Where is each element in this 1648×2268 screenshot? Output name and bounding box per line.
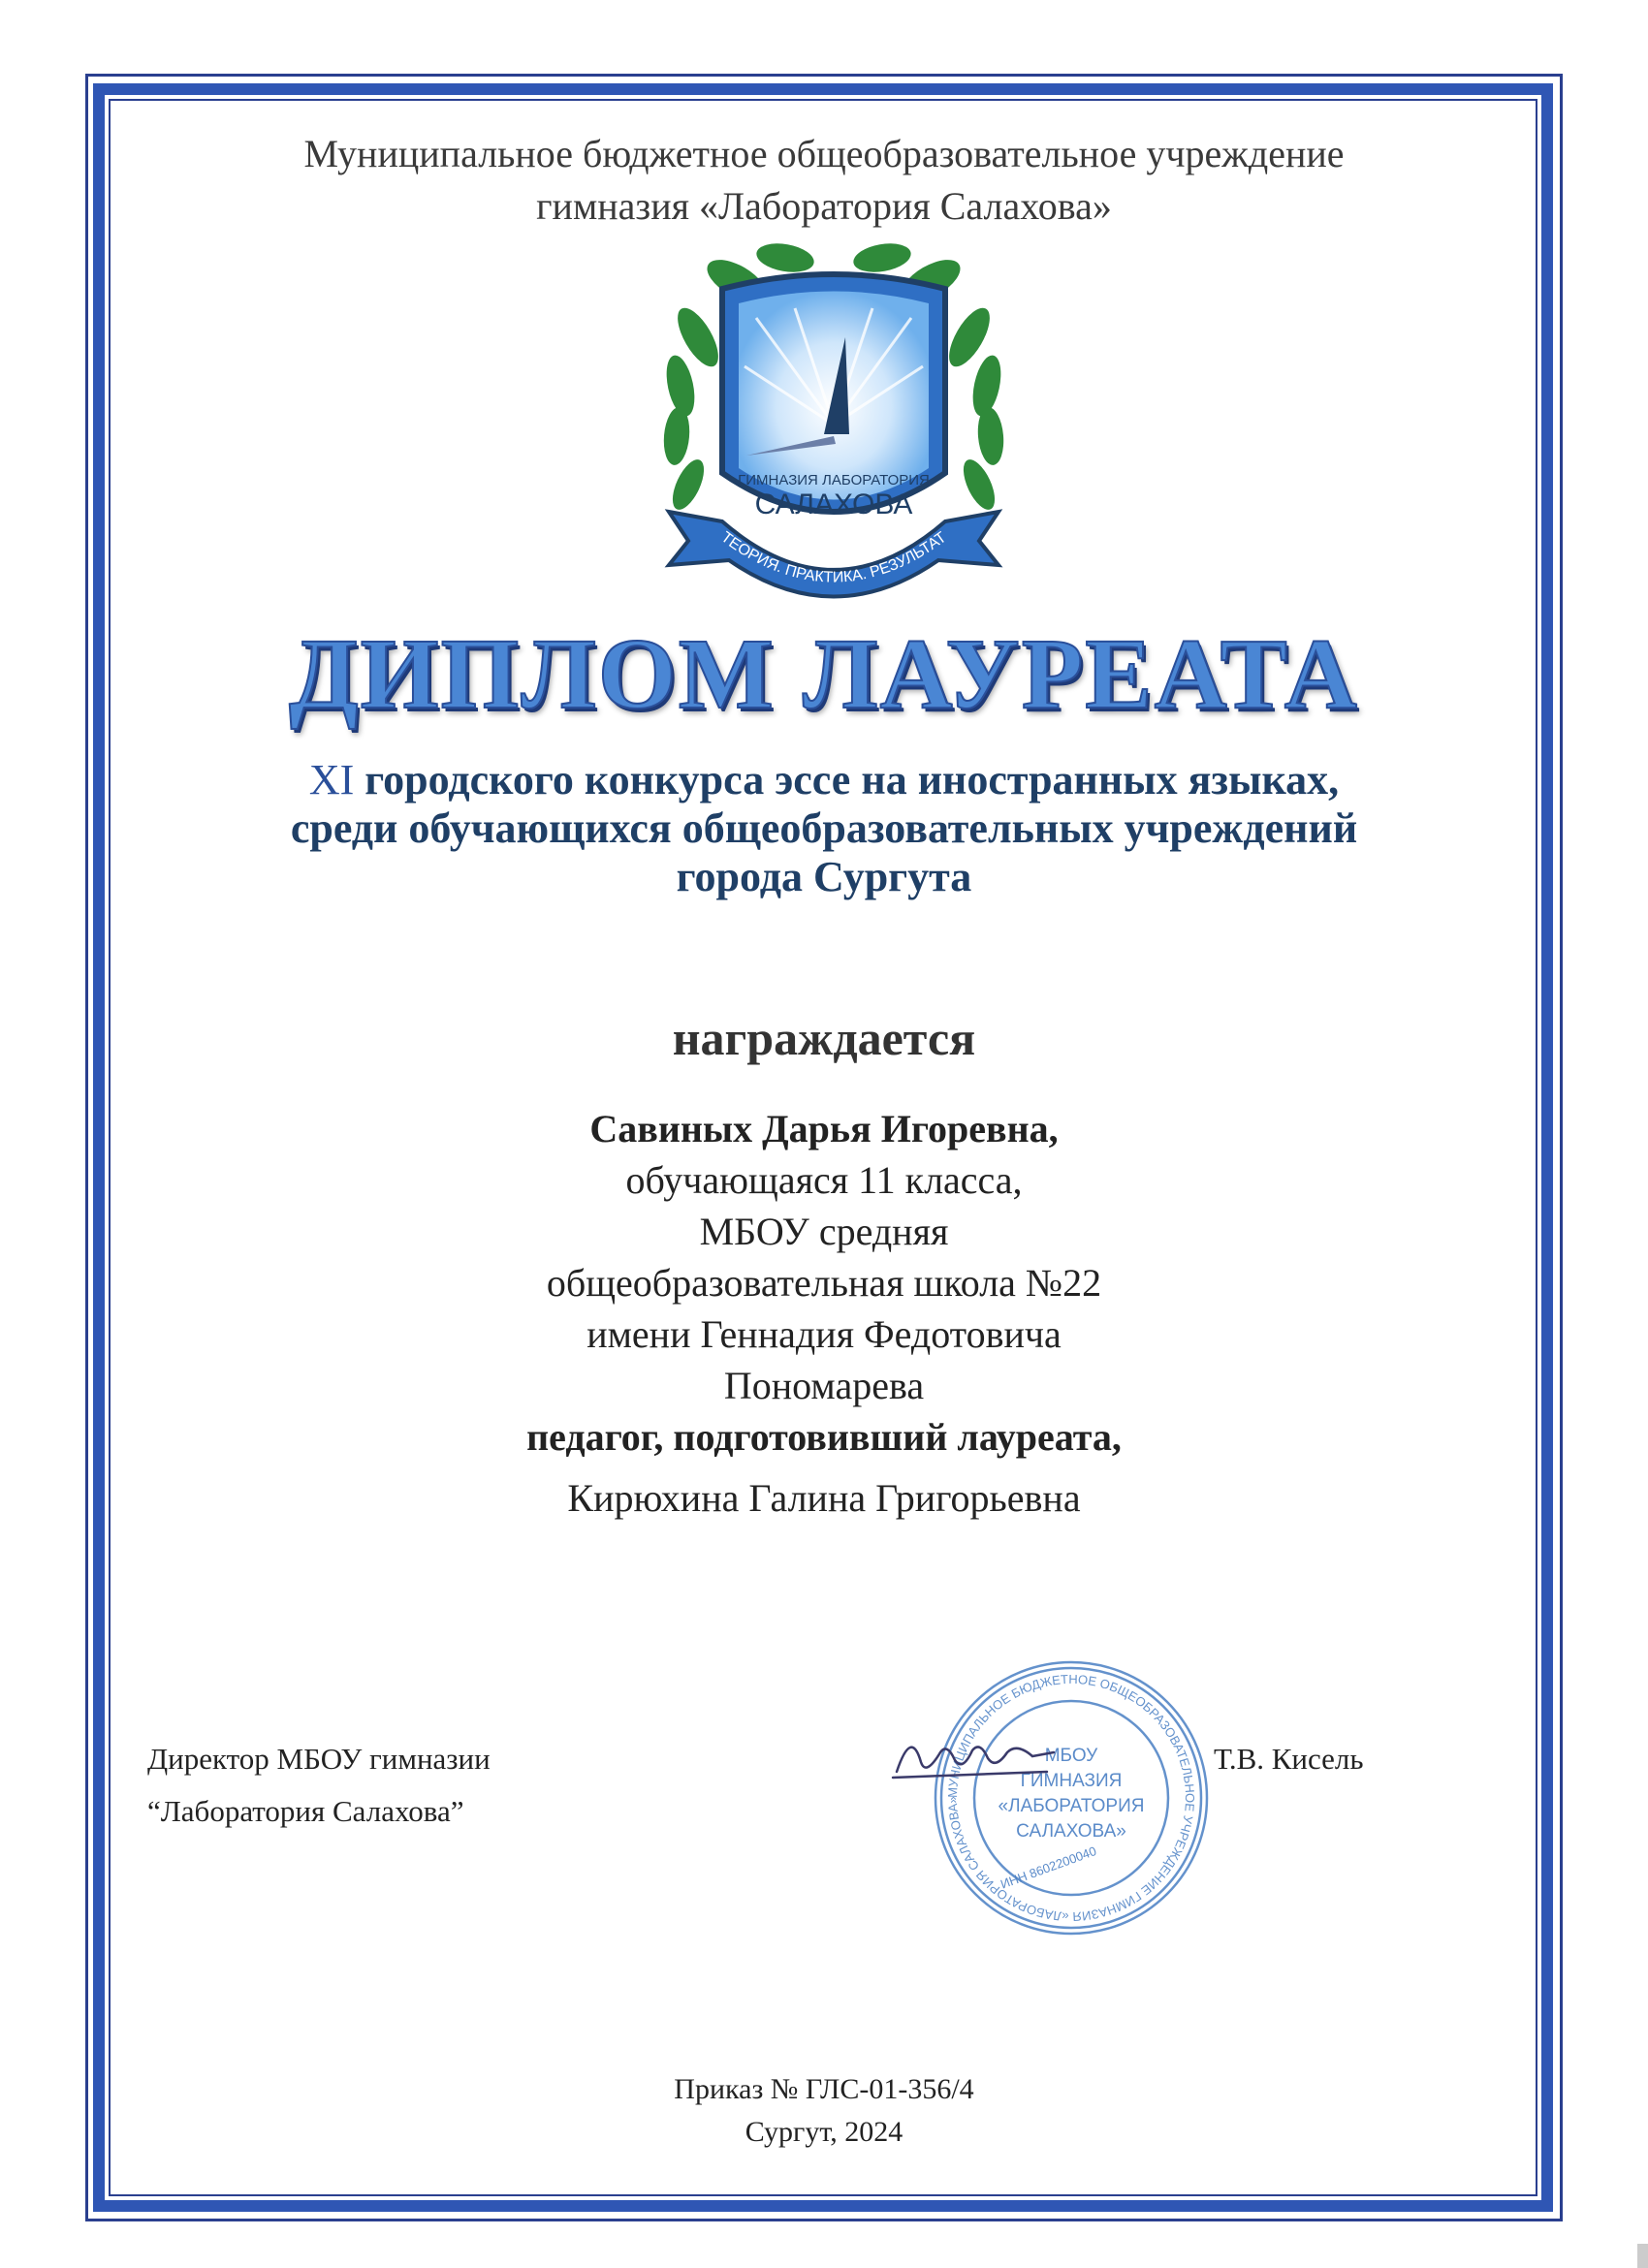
seal-ring-text: МУНИЦИПАЛЬНОЕ БЮДЖЕТНОЕ ОБЩЕОБРАЗОВАТЕЛЬНОЕ УЧРЕЖДЕНИЕ ГИМНАЗИЯ «ЛАБОРАТОРИЯ САЛАХОВА» (944, 1671, 1198, 1925)
recipient-line: имени Геннадия Федотовича (586, 1312, 1062, 1356)
contest-description (0, 756, 1648, 901)
school-crest-icon (630, 231, 1037, 609)
seal-text: ГИМНАЗИЯ (1020, 1771, 1123, 1791)
contest-number: XI (308, 756, 355, 803)
crest-ribbon-text: ТЕОРИЯ. ПРАКТИКА. РЕЗУЛЬТАТ (717, 528, 950, 586)
institution-name (0, 128, 1648, 233)
recipient-line: общеобразовательная школа №22 (546, 1261, 1102, 1305)
contest-line-1 (0, 756, 1648, 804)
director-line-1: Директор МБОУ гимназии (147, 1742, 491, 1776)
recipient-line: обучающаяся 11 класса, (625, 1158, 1023, 1202)
seal-inn: ИНН 8602200040 (998, 1843, 1098, 1892)
director-title (147, 1733, 491, 1838)
recipient-block (0, 1103, 1648, 1463)
seal-text: «ЛАБОРАТОРИЯ (998, 1796, 1145, 1816)
order-number: Приказ № ГЛС-01-356/4 (674, 2073, 974, 2105)
contest-line-2: среди обучающихся общеобразовательных учреждений (290, 804, 1358, 852)
signer-name: Т.В. Кисель (1214, 1742, 1364, 1776)
crest-text-line-1: ГИМНАЗИЯ ЛАБОРАТОРИЯ (738, 472, 930, 488)
recipient-line: МБОУ средняя (699, 1210, 949, 1253)
recipient-name: Савиных Дарья Игоревна, (589, 1107, 1059, 1150)
director-signature (887, 1723, 1062, 1791)
official-seal-icon (926, 1653, 1217, 1943)
institution-line-2: гимназия «Лаборатория Салахова» (536, 184, 1112, 228)
seal-text: МБОУ (1044, 1746, 1098, 1766)
contest-line-1-text: городского конкурса эссе на иностранных языках, (354, 756, 1340, 803)
director-line-2: “Лаборатория Салахова” (147, 1794, 464, 1828)
order-info (0, 2068, 1648, 2154)
place-year: Сургут, 2024 (745, 2116, 903, 2148)
awarded-heading: награждается (672, 1011, 976, 1065)
scan-edge-mark (1637, 2244, 1648, 2268)
crest-text-line-2: САЛАХОВА (754, 488, 913, 520)
teacher-name: Кирюхина Галина Григорьевна (567, 1476, 1081, 1520)
institution-line-1: Муниципальное бюджетное общеобразовательное учреждение (303, 132, 1345, 175)
teacher-label: педагог, подготовивший лауреата, (526, 1415, 1122, 1459)
seal-text: САЛАХОВА» (1016, 1821, 1126, 1842)
diploma-title: ДИПЛОМ ЛАУРЕАТА (289, 618, 1359, 730)
recipient-line: Пономарева (723, 1364, 925, 1407)
contest-line-3: города Сургута (676, 853, 972, 900)
